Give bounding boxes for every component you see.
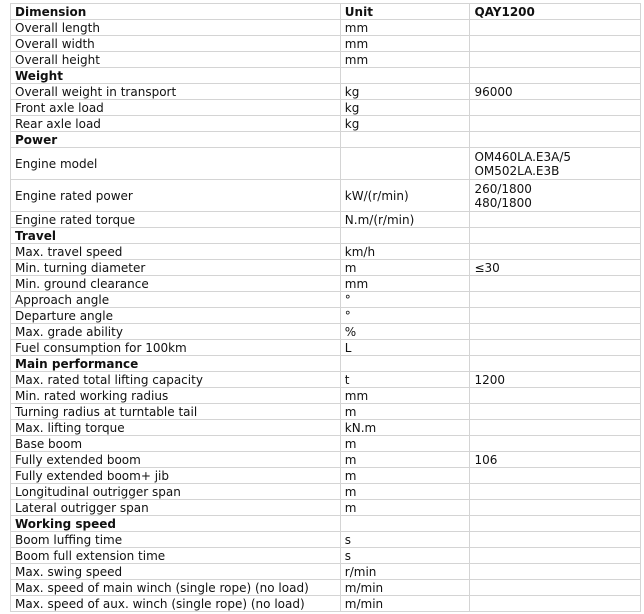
value-cell bbox=[470, 436, 641, 452]
section-heading-row bbox=[11, 356, 641, 372]
unit-cell: mm bbox=[340, 388, 470, 404]
parameter-cell: Fully extended boom bbox=[11, 452, 341, 468]
section-unit-empty bbox=[340, 132, 470, 148]
unit-cell: kW/(r/min) bbox=[340, 180, 470, 212]
table-row bbox=[11, 84, 641, 100]
table-header-row bbox=[11, 4, 641, 20]
value-cell bbox=[470, 564, 641, 580]
section-heading-row bbox=[11, 228, 641, 244]
value-cell bbox=[470, 276, 641, 292]
parameter-cell: Max. lifting torque bbox=[11, 420, 341, 436]
parameter-cell: Overall height bbox=[11, 52, 341, 68]
value-cell bbox=[470, 404, 641, 420]
unit-cell: m bbox=[340, 436, 470, 452]
unit-cell: N.m/(r/min) bbox=[340, 212, 470, 228]
unit-cell: m/min bbox=[340, 580, 470, 596]
value-cell bbox=[470, 260, 641, 276]
parameter-cell: Max. speed of aux. winch (single rope) (no load) bbox=[11, 596, 341, 612]
section-value-empty bbox=[470, 68, 641, 84]
table-row bbox=[11, 148, 641, 180]
value-cell bbox=[470, 308, 641, 324]
unit-cell: m bbox=[340, 452, 470, 468]
unit-cell: mm bbox=[340, 36, 470, 52]
table-row bbox=[11, 52, 641, 68]
table-row bbox=[11, 292, 641, 308]
parameter-cell: Overall width bbox=[11, 36, 341, 52]
value-cell bbox=[470, 20, 641, 36]
table-row bbox=[11, 404, 641, 420]
section-unit-empty bbox=[340, 516, 470, 532]
table-row bbox=[11, 580, 641, 596]
parameter-cell: Max. grade ability bbox=[11, 324, 341, 340]
table-row bbox=[11, 484, 641, 500]
parameter-cell: Rear axle load bbox=[11, 116, 341, 132]
value-cell bbox=[470, 292, 641, 308]
parameter-cell: Min. ground clearance bbox=[11, 276, 341, 292]
unit-cell: kg bbox=[340, 100, 470, 116]
parameter-cell: Boom full extension time bbox=[11, 548, 341, 564]
value-cell bbox=[470, 596, 641, 612]
value-line: ≤30 bbox=[474, 260, 500, 275]
parameter-cell: Max. travel speed bbox=[11, 244, 341, 260]
unit-cell: mm bbox=[340, 52, 470, 68]
parameter-cell: Turning radius at turntable tail bbox=[11, 404, 341, 420]
parameter-cell: Overall length bbox=[11, 20, 341, 36]
value-cell bbox=[470, 484, 641, 500]
unit-cell: m bbox=[340, 468, 470, 484]
header-model: QAY1200 bbox=[470, 4, 641, 20]
unit-cell: s bbox=[340, 548, 470, 564]
table-row bbox=[11, 500, 641, 516]
header-dimension: Dimension bbox=[11, 4, 341, 20]
value-line: 96000 bbox=[474, 84, 513, 99]
section-title: Main performance bbox=[11, 356, 341, 372]
parameter-cell: Base boom bbox=[11, 436, 341, 452]
parameter-cell: Approach angle bbox=[11, 292, 341, 308]
unit-cell: m bbox=[340, 484, 470, 500]
section-value-empty bbox=[470, 516, 641, 532]
table-row bbox=[11, 308, 641, 324]
unit-cell: kN.m bbox=[340, 420, 470, 436]
table-row bbox=[11, 180, 641, 212]
unit-cell: km/h bbox=[340, 244, 470, 260]
table-row bbox=[11, 260, 641, 276]
value-line: 106 bbox=[474, 452, 498, 467]
section-unit-empty bbox=[340, 68, 470, 84]
value-cell bbox=[470, 148, 641, 180]
table-row bbox=[11, 388, 641, 404]
parameter-cell: Lateral outrigger span bbox=[11, 500, 341, 516]
table-row bbox=[11, 276, 641, 292]
parameter-cell: Front axle load bbox=[11, 100, 341, 116]
value-cell bbox=[470, 372, 641, 388]
parameter-cell: Overall weight in transport bbox=[11, 84, 341, 100]
unit-cell: kg bbox=[340, 84, 470, 100]
unit-cell: L bbox=[340, 340, 470, 356]
value-cell bbox=[470, 388, 641, 404]
unit-cell: r/min bbox=[340, 564, 470, 580]
unit-cell: ° bbox=[340, 292, 470, 308]
parameter-cell: Fuel consumption for 100km bbox=[11, 340, 341, 356]
unit-cell: m bbox=[340, 500, 470, 516]
value-cell bbox=[470, 500, 641, 516]
value-cell bbox=[470, 116, 641, 132]
parameter-cell: Fully extended boom+ jib bbox=[11, 468, 341, 484]
unit-cell: kg bbox=[340, 116, 470, 132]
value-cell bbox=[470, 532, 641, 548]
table-row bbox=[11, 420, 641, 436]
table-row bbox=[11, 452, 641, 468]
value-line: OM460LA.E3A/5 bbox=[474, 149, 572, 164]
parameter-cell: Max. rated total lifting capacity bbox=[11, 372, 341, 388]
value-line: 260/1800 bbox=[474, 181, 532, 196]
section-title: Power bbox=[11, 132, 341, 148]
unit-cell: m bbox=[340, 404, 470, 420]
parameter-cell: Max. speed of main winch (single rope) (no load) bbox=[11, 580, 341, 596]
table-row bbox=[11, 36, 641, 52]
parameter-cell: Departure angle bbox=[11, 308, 341, 324]
parameter-cell: Min. turning diameter bbox=[11, 260, 341, 276]
table-row bbox=[11, 468, 641, 484]
value-line: 1200 bbox=[474, 372, 505, 387]
section-title: Working speed bbox=[11, 516, 341, 532]
section-title: Travel bbox=[11, 228, 341, 244]
value-cell bbox=[470, 452, 641, 468]
table-row bbox=[11, 436, 641, 452]
value-cell bbox=[470, 244, 641, 260]
value-line-second: 480/1800 bbox=[474, 195, 532, 210]
table-row bbox=[11, 548, 641, 564]
value-cell bbox=[470, 84, 641, 100]
table-row bbox=[11, 324, 641, 340]
table-row bbox=[11, 20, 641, 36]
value-cell bbox=[470, 180, 641, 212]
table-row bbox=[11, 100, 641, 116]
parameter-cell: Engine rated torque bbox=[11, 212, 341, 228]
specification-table-body bbox=[11, 4, 641, 612]
section-value-empty bbox=[470, 356, 641, 372]
section-heading-row bbox=[11, 516, 641, 532]
specification-table bbox=[10, 3, 641, 612]
parameter-cell: Engine rated power bbox=[11, 180, 341, 212]
parameter-cell: Max. swing speed bbox=[11, 564, 341, 580]
unit-cell: m/min bbox=[340, 596, 470, 612]
table-row bbox=[11, 116, 641, 132]
table-row bbox=[11, 244, 641, 260]
value-cell bbox=[470, 212, 641, 228]
unit-cell: % bbox=[340, 324, 470, 340]
section-value-empty bbox=[470, 228, 641, 244]
unit-cell bbox=[340, 148, 470, 180]
parameter-cell: Min. rated working radius bbox=[11, 388, 341, 404]
table-row bbox=[11, 212, 641, 228]
value-cell bbox=[470, 468, 641, 484]
parameter-cell: Boom luffing time bbox=[11, 532, 341, 548]
parameter-cell: Engine model bbox=[11, 148, 341, 180]
unit-cell: s bbox=[340, 532, 470, 548]
value-cell bbox=[470, 52, 641, 68]
section-heading-row bbox=[11, 68, 641, 84]
unit-cell: m bbox=[340, 260, 470, 276]
value-cell bbox=[470, 340, 641, 356]
table-row bbox=[11, 372, 641, 388]
unit-cell: mm bbox=[340, 276, 470, 292]
header-unit: Unit bbox=[340, 4, 470, 20]
section-heading-row bbox=[11, 132, 641, 148]
value-cell bbox=[470, 548, 641, 564]
section-unit-empty bbox=[340, 228, 470, 244]
table-row bbox=[11, 340, 641, 356]
section-title: Weight bbox=[11, 68, 341, 84]
table-row bbox=[11, 596, 641, 612]
value-line-second: OM502LA.E3B bbox=[474, 163, 560, 178]
unit-cell: mm bbox=[340, 20, 470, 36]
table-row bbox=[11, 564, 641, 580]
value-cell bbox=[470, 36, 641, 52]
unit-cell: t bbox=[340, 372, 470, 388]
table-row bbox=[11, 532, 641, 548]
value-cell bbox=[470, 580, 641, 596]
value-cell bbox=[470, 324, 641, 340]
section-unit-empty bbox=[340, 356, 470, 372]
value-cell bbox=[470, 420, 641, 436]
value-cell bbox=[470, 100, 641, 116]
parameter-cell: Longitudinal outrigger span bbox=[11, 484, 341, 500]
unit-cell: ° bbox=[340, 308, 470, 324]
section-value-empty bbox=[470, 132, 641, 148]
